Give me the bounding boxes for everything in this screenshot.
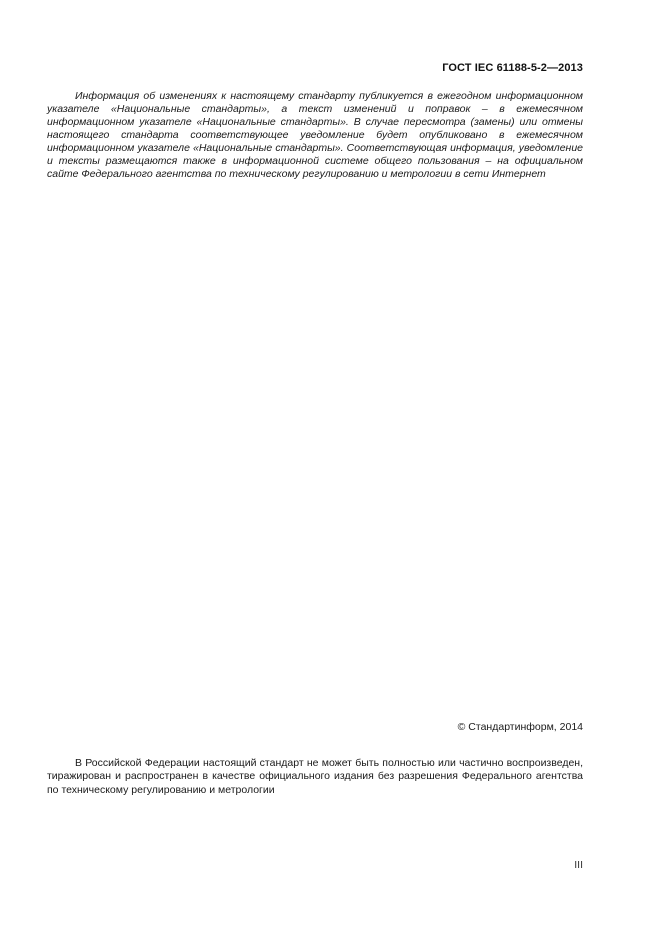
page-number: III bbox=[574, 859, 583, 871]
amendments-info-paragraph: Информация об изменениях к настоящему стандарту публикуется в ежегодном информационном указателе «Национальные стандарты», а текст изменений и поправок – в ежемесячном информационном указателе «Национальные стандарты». В случае пересмотра (замены) или отмены настоящего стандарта соответствующее уведомление будет опубликовано в ежемесячном информационном указателе «Национальные стандарты». Соответствующая информация, уведомление и тексты размещаются также в информационной системе общего пользования – на официальном сайте Федерального агентства по техническому регулированию и метрологии в сети Интернет bbox=[47, 89, 583, 181]
reproduction-restriction-paragraph: В Российской Федерации настоящий стандарт не может быть полностью или частично воспроизведен, тиражирован и распространен в качестве официального издания без разрешения Федерального агентства по техническому регулированию и метрологии bbox=[47, 756, 583, 796]
document-code: ГОСТ IEC 61188-5-2—2013 bbox=[442, 62, 583, 74]
copyright-notice: © Стандартинформ, 2014 bbox=[457, 721, 583, 733]
